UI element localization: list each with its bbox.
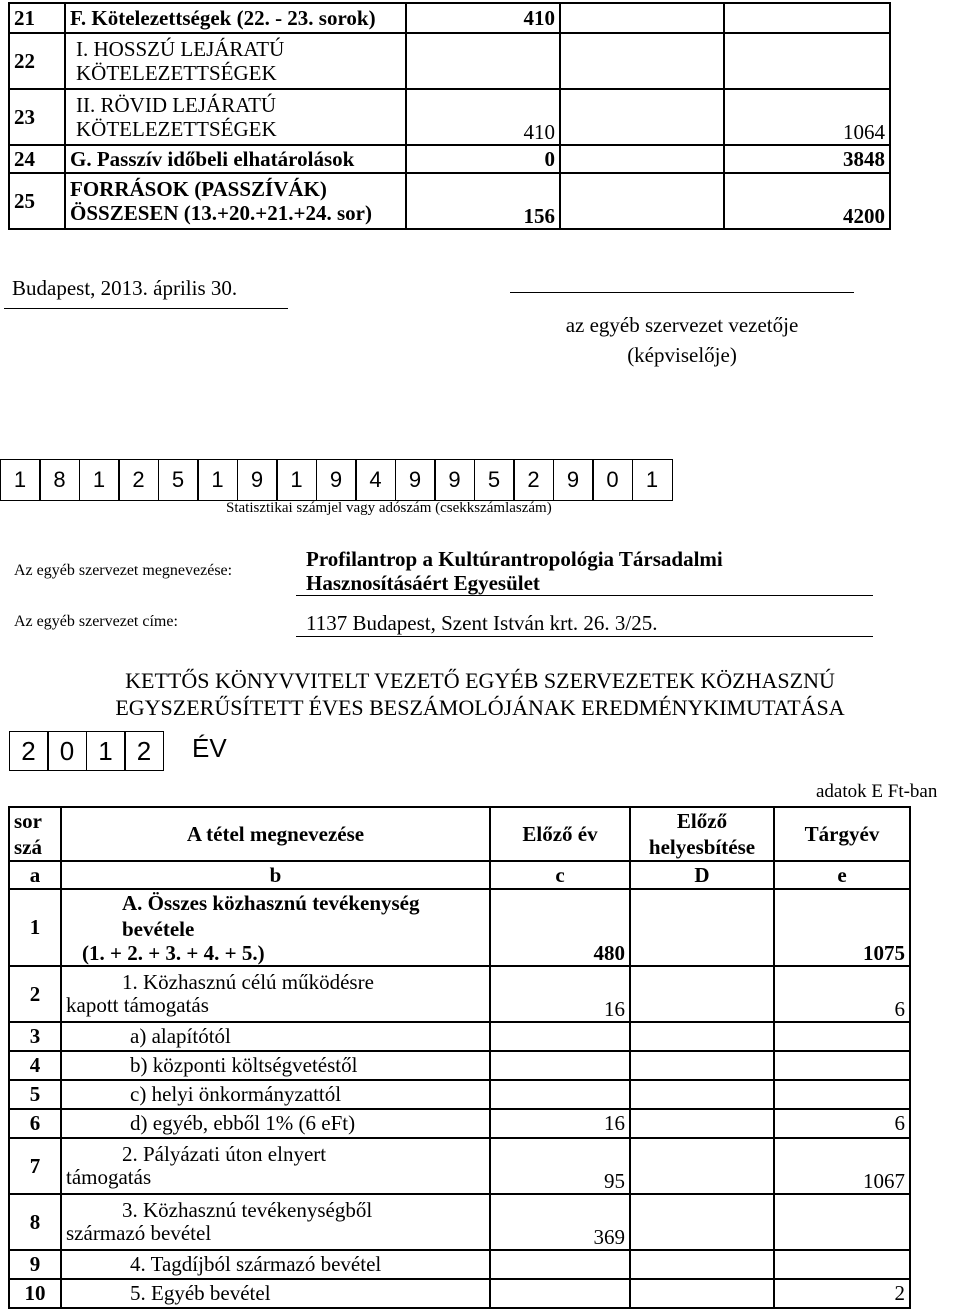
letter-e: e [774,861,910,889]
row-number: 5 [9,1080,61,1109]
letter-a: a [9,861,61,889]
table-row [9,1194,910,1250]
value-cell [724,3,890,33]
col-header-d: Előző helyesbítése [630,807,774,861]
table-row [9,966,910,1022]
row-number: 7 [9,1138,61,1194]
value-cell [560,33,724,89]
year-digit: 2 [9,731,49,771]
row-number: 25 [9,173,65,229]
value-prev: 16 [490,966,630,1022]
row-label: 4. Tagdíjból származó bevétel [61,1250,490,1279]
value-prev [490,1022,630,1051]
org-address-underline [296,636,873,637]
report-title-line1: KETTŐS KÖNYVVITELT VEZETŐ EGYÉB SZERVEZETEK KÖZHASZNÚ [125,668,835,693]
row-number: 9 [9,1250,61,1279]
row-label [61,1194,490,1250]
header-row [9,807,910,861]
row-label: b) központi költségvetéstől [61,1051,490,1080]
row-label [61,966,490,1022]
value-cell: 3848 [724,145,890,173]
value-cell [406,33,560,89]
value-cell [560,89,724,145]
unit-note: adatok E Ft-ban [816,781,938,802]
year-label: ÉV [192,733,227,763]
value-correction [630,889,774,966]
value-cell [560,3,724,33]
row-label: I. HOSSZÚ LEJÁRATÚ KÖTELEZETTSÉGEK [65,33,406,89]
row-label: 5. Egyéb bevétel [61,1279,490,1308]
value-cell [560,173,724,229]
row-label-line2: támogatás [66,1165,152,1189]
value-current [774,1250,910,1279]
table-row [9,173,890,229]
org-name-line1: Profilantrop a Kultúrantropológia Társadalmi [306,547,723,571]
year-boxes [10,731,164,771]
letter-c: c [490,861,630,889]
value-prev: 369 [490,1194,630,1250]
row-number: 23 [9,89,65,145]
row-number: 6 [9,1109,61,1138]
stat-digit: 1 [0,459,41,501]
table-row [9,1109,910,1138]
table-row [9,33,890,89]
org-address: 1137 Budapest, Szent István krt. 26. 3/25. [306,611,658,635]
row-label-line2: származó bevétel [66,1221,212,1245]
stat-digit: 8 [39,459,80,501]
value-correction [630,1250,774,1279]
value-prev: 480 [490,889,630,966]
table-row [9,1051,910,1080]
stat-digit: 9 [434,459,475,501]
year-digit: 2 [124,731,164,771]
row-label-line1: 1. Közhasznú célú működésre [122,970,374,994]
row-label-line1: A. Összes közhasznú tevékenység bevétele [122,891,420,941]
results-table [8,806,911,1309]
row-number: 10 [9,1279,61,1308]
date-underline [4,308,288,309]
value-correction [630,1279,774,1308]
row-number: 1 [9,889,61,966]
letter-b: b [61,861,490,889]
place-date: Budapest, 2013. április 30. [12,276,238,300]
value-current: 2 [774,1279,910,1308]
row-label: a) alapítótól [61,1022,490,1051]
value-prev: 95 [490,1138,630,1194]
signature-title: az egyéb szervezet vezetője [565,313,799,337]
value-current [774,1022,910,1051]
row-number: 8 [9,1194,61,1250]
value-cell: 410 [406,3,560,33]
col-header-c: Előző év [490,807,630,861]
row-label-line2: kapott támogatás [66,993,209,1017]
stat-digit: 1 [197,459,238,501]
stat-digit: 4 [355,459,396,501]
value-current: 6 [774,966,910,1022]
stat-number-boxes [1,459,673,501]
row-label [61,889,490,966]
stat-digit: 9 [237,459,278,501]
row-number: 24 [9,145,65,173]
stat-digit: 2 [513,459,554,501]
table-row [9,889,910,966]
value-cell: 410 [406,89,560,145]
value-cell [560,145,724,173]
report-title [0,667,960,721]
row-label: FORRÁSOK (PASSZÍVÁK) ÖSSZESEN (13.+20.+21.+24. sor) [65,173,406,229]
letters-row [9,861,910,889]
value-current [774,1194,910,1250]
value-cell: 0 [406,145,560,173]
table-row [9,1022,910,1051]
row-label: II. RÖVID LEJÁRATÚ KÖTELEZETTSÉGEK [65,89,406,145]
org-address-label: Az egyéb szervezet címe: [14,613,178,630]
row-label: d) egyéb, ebből 1% (6 eFt) [61,1109,490,1138]
value-correction [630,1109,774,1138]
row-label [61,1138,490,1194]
table-row [9,145,890,173]
signature-line [510,292,854,293]
value-current: 1075 [774,889,910,966]
value-prev [490,1279,630,1308]
stat-digit: 1 [79,459,120,501]
value-current: 6 [774,1109,910,1138]
stat-caption: Statisztikai számjel vagy adószám (csekkszámlaszám) [226,500,552,516]
signature-subtitle: (képviselője) [627,343,737,367]
col-header-a: sor szá [9,807,61,861]
value-correction [630,1022,774,1051]
year-digit: 0 [47,731,87,771]
table-row [9,3,890,33]
stat-digit: 2 [118,459,159,501]
value-current [774,1051,910,1080]
stat-digit: 5 [474,459,515,501]
value-correction [630,1194,774,1250]
value-correction [630,966,774,1022]
letter-d: D [630,861,774,889]
signature-block [510,310,854,370]
stat-digit: 5 [158,459,199,501]
org-name-underline [296,595,873,596]
year-digit: 1 [86,731,126,771]
stat-digit: 9 [316,459,357,501]
col-header-b: A tétel megnevezése [61,807,490,861]
value-cell: 4200 [724,173,890,229]
org-name-line2: Hasznosításáért Egyesület [306,571,540,595]
table-row [9,1138,910,1194]
stat-digit: 9 [553,459,594,501]
value-prev [490,1080,630,1109]
value-current: 1067 [774,1138,910,1194]
value-cell [724,33,890,89]
row-label-line1: 2. Pályázati úton elnyert [122,1142,327,1166]
table-row [9,89,890,145]
stat-digit: 9 [395,459,436,501]
row-label: F. Kötelezettségek (22. - 23. sorok) [65,3,406,33]
row-label: G. Passzív időbeli elhatárolások [65,145,406,173]
stat-digit: 0 [592,459,633,501]
row-label-line1: 3. Közhasznú tevékenységből [122,1198,373,1222]
stat-digit: 1 [276,459,317,501]
org-name [306,547,723,595]
value-prev: 16 [490,1109,630,1138]
row-number: 3 [9,1022,61,1051]
value-prev [490,1051,630,1080]
value-prev [490,1250,630,1279]
table-row [9,1250,910,1279]
row-label: c) helyi önkormányzattól [61,1080,490,1109]
table-row [9,1279,910,1308]
row-number: 21 [9,3,65,33]
row-number: 2 [9,966,61,1022]
row-number: 22 [9,33,65,89]
report-title-line2: EGYSZERŰSÍTETT ÉVES BESZÁMOLÓJÁNAK EREDMÉNYKIMUTATÁSA [115,695,845,720]
col-header-e: Tárgyév [774,807,910,861]
value-cell: 156 [406,173,560,229]
balance-table [8,2,891,230]
value-current [774,1080,910,1109]
value-correction [630,1080,774,1109]
value-correction [630,1138,774,1194]
row-label-line2: (1. + 2. + 3. + 4. + 5.) [82,941,265,965]
stat-digit: 1 [632,459,673,501]
table-row [9,1080,910,1109]
row-number: 4 [9,1051,61,1080]
org-name-label: Az egyéb szervezet megnevezése: [14,562,233,579]
value-cell: 1064 [724,89,890,145]
value-correction [630,1051,774,1080]
